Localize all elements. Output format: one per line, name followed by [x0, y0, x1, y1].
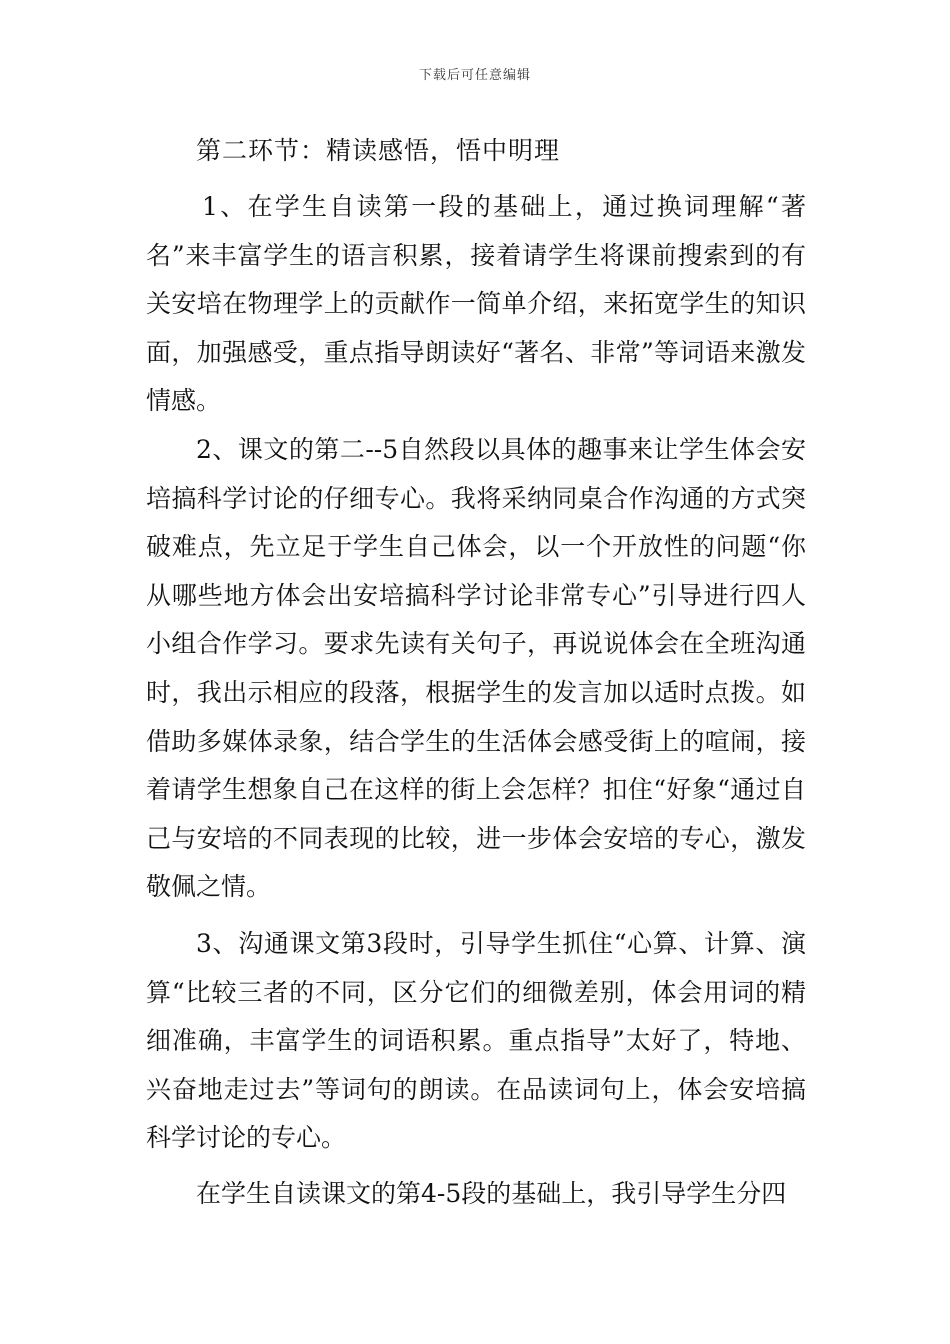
- paragraph-3: 3、沟通课文第3段时，引导学生抓住“心算、计算、演算“比较三者的不同，区分它们的细微差别，体会用词的精细准确，丰富学生的词语积累。重点指导”太好了，特地、兴奋地走过去”等词句的朗读。在品读词句上，体会安培搞科学讨论的专心。: [146, 929, 806, 1153]
- paragraph-1: 1、在学生自读第一段的基础上，通过换词理解“著名”来丰富学生的语言积累，接着请学生将课前搜索到的有关安培在物理学上的贡献作一简单介绍，来拓宽学生的知识面，加强感受，重点指导朗读好“著名、非常”等词语来激发情感。: [146, 192, 806, 416]
- page-header-note: 下载后可任意编辑: [418, 68, 531, 83]
- paragraph-2: 2、课文的第二--5自然段以具体的趣事来让学生体会安培搞科学讨论的仔细专心。我将采纳同桌合作沟通的方式突破难点，先立足于学生自己体会，以一个开放性的问题“你从哪些地方体会出安培搞科学讨论非常专心”引导进行四人小组合作学习。要求先读有关句子，再说说体会在全班沟通时，我出示相应的段落，根据学生的发言加以适时点拨。如借助多媒体录象，结合学生的生活体会感受街上的喧闹，接着请学生想象自己在这样的街上会怎样？扣住“好象“通过自己与安培的不同表现的比较，进一步体会安培的专心，激发敬佩之情。: [146, 435, 806, 902]
- paragraph-4: 在学生自读课文的第4-5段的基础上，我引导学生分四: [196, 1179, 787, 1208]
- section-title: 第二环节：精读感悟，悟中明理: [196, 136, 561, 165]
